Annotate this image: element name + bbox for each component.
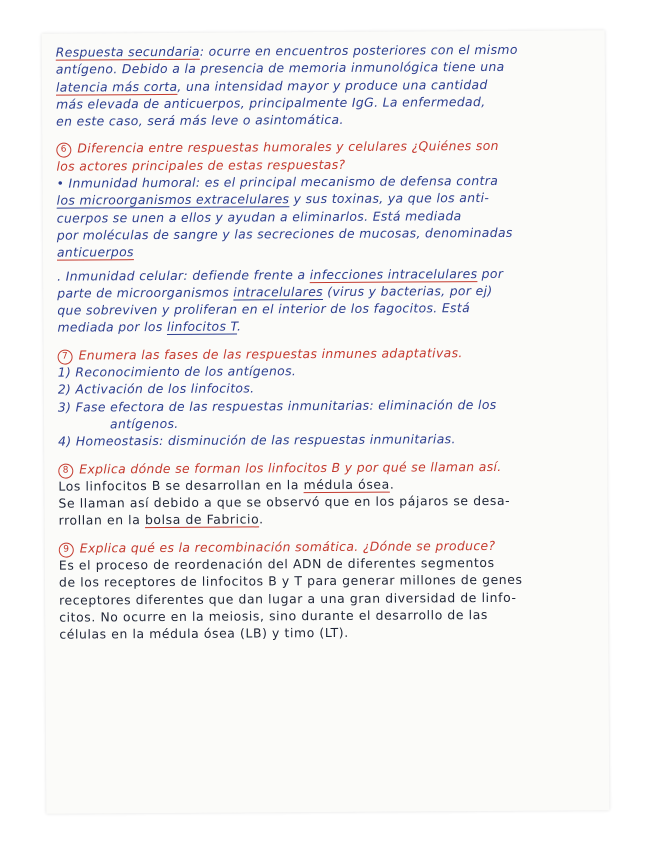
note-line: • Inmunidad humoral: es el principal mecanismo de defensa contra	[56, 173, 499, 191]
note-text: y sus toxinas, ya que los anti-	[289, 190, 490, 207]
list-item-cont: antígenos.	[109, 415, 179, 432]
question-text: Explica qué es la recombinación somática. ¿Dónde se produce?	[79, 537, 496, 556]
note-line: más elevada de anticuerpos, principalmente IgG. La enfermedad,	[56, 93, 486, 112]
term-respuesta-secundaria: Respuesta secundaria	[55, 43, 200, 60]
underlined-term: bolsa de Fabricio	[144, 511, 260, 528]
note-text: mediada por los	[57, 319, 167, 336]
note-text: , una intensidad mayor y produce una cantidad	[177, 76, 488, 94]
note-text: por	[477, 265, 504, 281]
note-text: Los linfocitos B se desarrollan en la	[58, 476, 304, 494]
note-text: .	[389, 476, 395, 492]
question-number-circle: 7	[58, 349, 73, 364]
note-line: células en la médula ósea (LB) y timo (LT).	[59, 625, 349, 642]
list-item: 3) Fase efectora de las respuestas inmunitarias: eliminación de los	[57, 396, 497, 415]
question-number-circle: 6	[56, 143, 71, 158]
underlined-term: anticuerpos	[56, 244, 134, 260]
note-line: de los receptores de linfocitos B y T para generar millones de genes	[58, 572, 523, 590]
question-number-circle: 8	[58, 463, 73, 478]
note-text: (virus y bacterias, por ej)	[322, 282, 493, 299]
handwritten-notes	[56, 40, 600, 643]
note-line: receptores diferentes que dan lugar a una gran diversidad de linfo-	[59, 589, 517, 608]
note-line: que sobreviven y proliferan en el interior de los fagocitos. Está	[57, 300, 471, 318]
list-item: 4) Homeostasis: disminución de las respuestas inmunitarias.	[58, 431, 456, 449]
list-item: 1) Reconocimiento de los antígenos.	[57, 363, 297, 380]
question-text: Explica dónde se forman los linfocitos B y por qué se llaman así.	[79, 458, 502, 477]
question-text: Enumera las fases de las respuestas inmunes adaptativas.	[78, 344, 463, 363]
note-text: parte de microorganismos	[57, 284, 234, 301]
note-line: por moléculas de sangre y las secreciones de mucosas, denominadas	[56, 224, 513, 243]
note-line	[56, 40, 596, 61]
note-text: .	[259, 511, 264, 527]
question-number-circle: 9	[59, 542, 74, 557]
question-6-title-cont: los actores principales de estas respuestas?	[56, 156, 346, 174]
note-line: Es el proceso de reordenación del ADN de diferentes segmentos	[58, 554, 495, 573]
underlined-term: médula ósea	[303, 476, 390, 492]
note-text: rrollan en la	[58, 512, 145, 529]
question-text: Diferencia entre respuestas humorales y celulares ¿Quiénes son	[77, 138, 499, 156]
underlined-term: los microorganismos extracelulares	[56, 191, 290, 209]
underlined-term: infecciones intracelulares	[309, 265, 478, 282]
underlined-term: intracelulares	[233, 283, 324, 300]
note-line: en este caso, será más leve o asintomática.	[56, 112, 344, 129]
note-text: : ocurre en encuentros posteriores con el mismo	[199, 41, 518, 59]
note-line: citos. No ocurre en la meiosis, sino durante el desarrollo de las	[59, 606, 488, 625]
list-item: 2) Activación de los linfocitos.	[57, 380, 255, 397]
note-line: antígeno. Debido a la presencia de memoria inmunológica tiene una	[55, 59, 505, 77]
note-line: Se llaman así debido a que se observó que en los pájaros se desa-	[58, 492, 511, 511]
underlined-term: linfocitos T	[166, 318, 238, 335]
note-text: . Inmunidad celular: defiende frente a	[57, 266, 310, 284]
notebook-page	[42, 30, 610, 813]
note-line: cuerpos se unen a ellos y ayudan a eliminarlos. Está mediada	[56, 207, 462, 226]
underlined-term: latencia más corta	[55, 78, 178, 95]
note-text: .	[236, 318, 242, 334]
